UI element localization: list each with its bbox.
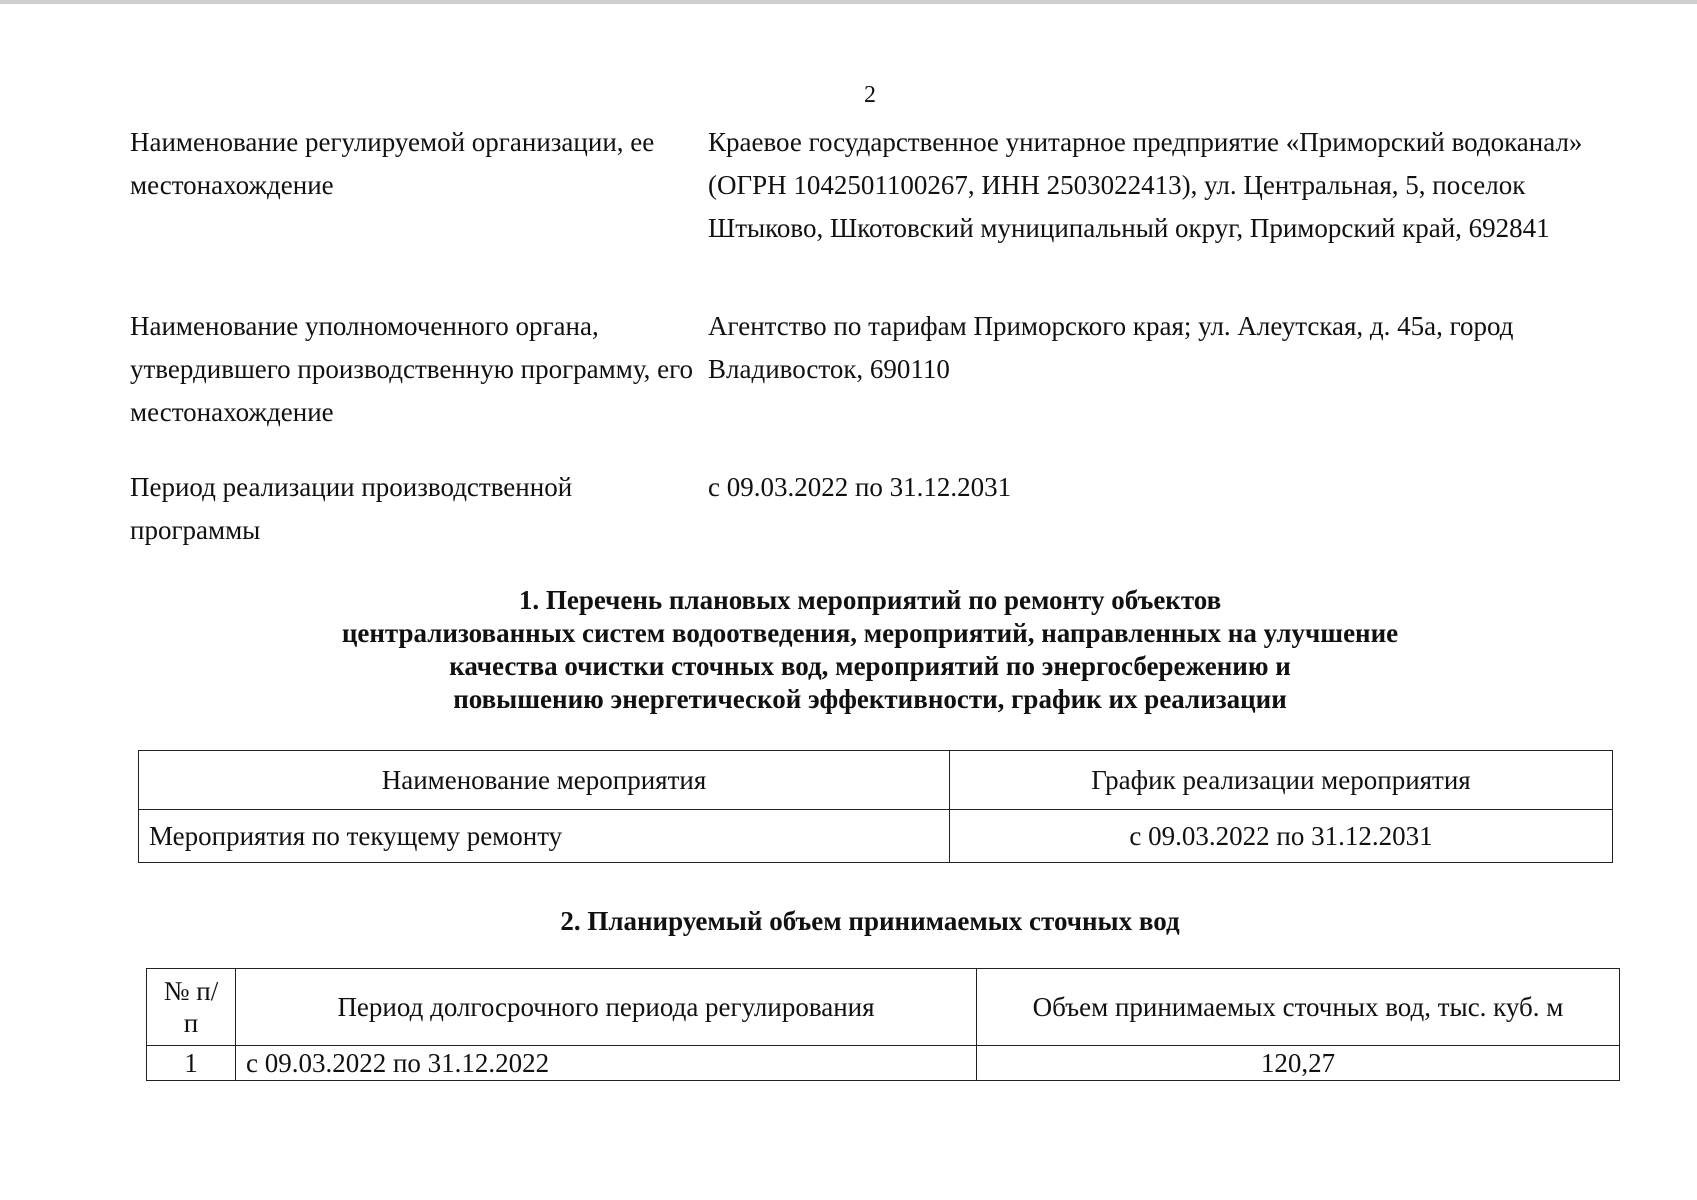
- table-row: [147, 1046, 1620, 1081]
- section-1-heading-line: централизованных систем водоотведения, мероприятий, направленных на улучшение: [341, 618, 1399, 648]
- cell-activity-schedule: с 09.03.2022 по 31.12.2031: [950, 810, 1613, 863]
- table-header-row: [139, 751, 1613, 810]
- section-1-heading-line: повышению энергетической эффективности, график их реализации: [453, 684, 1287, 714]
- wastewater-volume-table: [146, 968, 1620, 1081]
- cell-activity-name: Мероприятия по текущему ремонту: [139, 810, 950, 863]
- header-activity-schedule: График реализации мероприятия: [950, 751, 1613, 810]
- period-label: Период реализации производственной программы: [130, 472, 573, 545]
- activities-table: [138, 750, 1613, 863]
- section-2-heading: 2. Планируемый объем принимаемых сточных вод: [560, 906, 1180, 936]
- table-header-row: [147, 969, 1620, 1046]
- authority-label: Наименование уполномоченного органа, утвердившего производственную программу, его местонахождение: [130, 311, 694, 427]
- header-activity-name: Наименование мероприятия: [139, 751, 950, 810]
- table-row: [139, 810, 1613, 863]
- cell-row-number: 1: [147, 1046, 236, 1081]
- organization-label: Наименование регулируемой организации, ее местонахождение: [130, 127, 655, 200]
- cell-wastewater-volume: 120,27: [977, 1046, 1620, 1081]
- scan-top-edge: [0, 0, 1697, 4]
- cell-regulation-period: с 09.03.2022 по 31.12.2022: [236, 1046, 977, 1081]
- page-number: 2: [864, 82, 876, 108]
- header-wastewater-volume: Объем принимаемых сточных вод, тыс. куб. м: [977, 969, 1620, 1046]
- section-1-heading-line: качества очистки сточных вод, мероприятий по энергосбережению и: [449, 651, 1291, 681]
- section-1-heading: [150, 584, 1590, 716]
- period-value: с 09.03.2022 по 31.12.2031: [708, 472, 1012, 502]
- header-row-number: № п/п: [147, 969, 236, 1046]
- section-1-heading-line: 1. Перечень плановых мероприятий по ремонту объектов: [518, 585, 1222, 615]
- header-regulation-period: Период долгосрочного периода регулирования: [236, 969, 977, 1046]
- authority-value: Агентство по тарифам Приморского края; ул. Алеутская, д. 45а, город Владивосток, 690110: [708, 311, 1514, 384]
- organization-value: Краевое государственное унитарное предприятие «Приморский водоканал» (ОГРН 1042501100267, ИНН 2503022413), ул. Центральная, 5, поселок Штыково, Шкотовский муниципальный округ, Приморский край, 692841: [708, 127, 1583, 243]
